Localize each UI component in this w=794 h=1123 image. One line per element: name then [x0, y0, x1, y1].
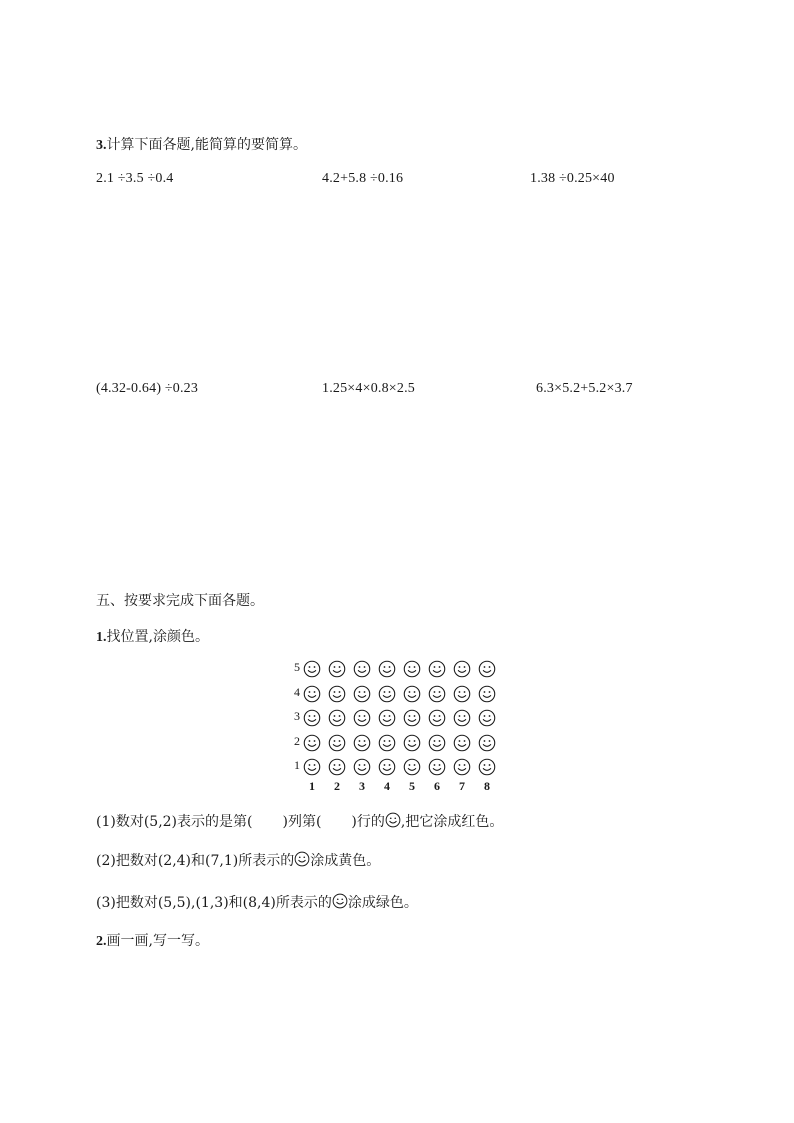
question-2-heading	[96, 930, 209, 950]
smiley-face-icon[interactable]	[303, 758, 321, 776]
smiley-face-icon[interactable]	[453, 660, 471, 678]
sub-question-3-part-a: (3)把数对(5,5),(1,3)和(8,4)所表示的	[96, 895, 332, 911]
row-label-1: 1	[294, 758, 300, 772]
smiley-face-icon[interactable]	[403, 758, 421, 776]
expression-4: (4.32-0.64) ÷0.23	[96, 381, 199, 396]
smiley-face-icon[interactable]	[453, 734, 471, 752]
smiley-face-icon[interactable]	[478, 685, 496, 703]
expression-2: 4.2+5.8 ÷0.16	[322, 171, 404, 186]
row-label-2: 2	[294, 733, 300, 748]
sub-question-1	[96, 811, 503, 831]
smiley-face-icon[interactable]	[378, 709, 396, 727]
expression-5: 1.25×4×0.8×2.5	[322, 381, 415, 396]
smiley-face-icon[interactable]	[353, 660, 371, 678]
column-label-3: 3	[359, 778, 365, 793]
smiley-face-icon[interactable]	[428, 734, 446, 752]
smiley-face-icon[interactable]	[478, 734, 496, 752]
column-label-2: 2	[334, 778, 340, 793]
question-2-number: 2.	[96, 934, 107, 949]
smiley-face-icon[interactable]	[378, 758, 396, 776]
column-label-4: 4	[384, 778, 390, 793]
row-label-3: 3	[294, 709, 300, 723]
expression-6: 6.3×5.2+5.2×3.7	[536, 381, 633, 396]
smiley-face-icon[interactable]	[478, 758, 496, 776]
section-5-title: 五、按要求完成下面各题。	[96, 593, 264, 609]
smiley-face-icon[interactable]	[478, 709, 496, 727]
smiley-face-icon[interactable]	[303, 660, 321, 678]
smiley-face-icon[interactable]	[403, 660, 421, 678]
section-3-title: 计算下面各题,能简算的要简算。	[106, 137, 307, 153]
column-label-6: 6	[434, 778, 440, 793]
smiley-face-icon[interactable]	[428, 685, 446, 703]
smiley-face-icon[interactable]	[353, 685, 371, 703]
smiley-face-icon[interactable]	[403, 709, 421, 727]
section-3-number: 3.	[96, 138, 107, 153]
smiley-face-icon	[385, 812, 401, 828]
smiley-face-icon[interactable]	[328, 758, 346, 776]
question-1-title: 找位置,涂颜色。	[106, 629, 209, 645]
smiley-face-icon[interactable]	[378, 660, 396, 678]
sub-question-3-part-b: 涂成绿色。	[347, 895, 418, 911]
column-label-1: 1	[309, 778, 315, 793]
smiley-face-icon[interactable]	[378, 685, 396, 703]
smiley-face-icon[interactable]	[453, 685, 471, 703]
expression-3: 1.38 ÷0.25×40	[530, 171, 615, 186]
row-label-5: 5	[294, 660, 300, 674]
smiley-face-icon[interactable]	[428, 758, 446, 776]
column-label-7: 7	[459, 778, 465, 793]
smiley-face-icon[interactable]	[353, 758, 371, 776]
question-1-number: 1.	[96, 630, 107, 645]
sub-question-1-part-d: ,把它涂成红色。	[400, 814, 504, 830]
sub-question-2	[96, 850, 380, 870]
smiley-face-icon[interactable]	[353, 709, 371, 727]
smiley-face-icon[interactable]	[378, 734, 396, 752]
expression-1: 2.1 ÷3.5 ÷0.4	[96, 171, 174, 186]
smiley-face-icon[interactable]	[328, 660, 346, 678]
sub-question-2-part-b: 涂成黄色。	[310, 853, 381, 869]
smiley-face-icon[interactable]	[303, 685, 321, 703]
smiley-face-icon	[294, 851, 310, 867]
smiley-face-icon[interactable]	[328, 734, 346, 752]
smiley-grid	[294, 658, 514, 794]
smiley-face-icon[interactable]	[453, 709, 471, 727]
smiley-face-icon[interactable]	[428, 709, 446, 727]
smiley-face-icon[interactable]	[303, 709, 321, 727]
section-3-heading	[96, 134, 307, 154]
sub-question-2-part-a: (2)把数对(2,4)和(7,1)所表示的	[96, 853, 295, 869]
smiley-face-icon[interactable]	[453, 758, 471, 776]
sub-question-1-part-a: (1)数对(5,2)表示的是第(	[96, 814, 253, 830]
smiley-face-icon[interactable]	[428, 660, 446, 678]
column-label-8: 8	[484, 778, 490, 793]
sub-question-1-part-c: )行的	[351, 814, 385, 830]
smiley-face-icon[interactable]	[403, 734, 421, 752]
smiley-face-icon[interactable]	[303, 734, 321, 752]
smiley-face-icon[interactable]	[328, 709, 346, 727]
smiley-face-icon[interactable]	[403, 685, 421, 703]
column-label-5: 5	[409, 778, 415, 793]
smiley-face-icon	[332, 893, 348, 909]
row-label-4: 4	[294, 684, 300, 699]
question-1-heading	[96, 626, 209, 646]
smiley-face-icon[interactable]	[353, 734, 371, 752]
smiley-face-icon[interactable]	[478, 660, 496, 678]
question-2-title: 画一画,写一写。	[106, 933, 209, 949]
smiley-face-icon[interactable]	[328, 685, 346, 703]
sub-question-1-part-b: )列第(	[282, 814, 322, 830]
sub-question-3	[96, 892, 418, 912]
